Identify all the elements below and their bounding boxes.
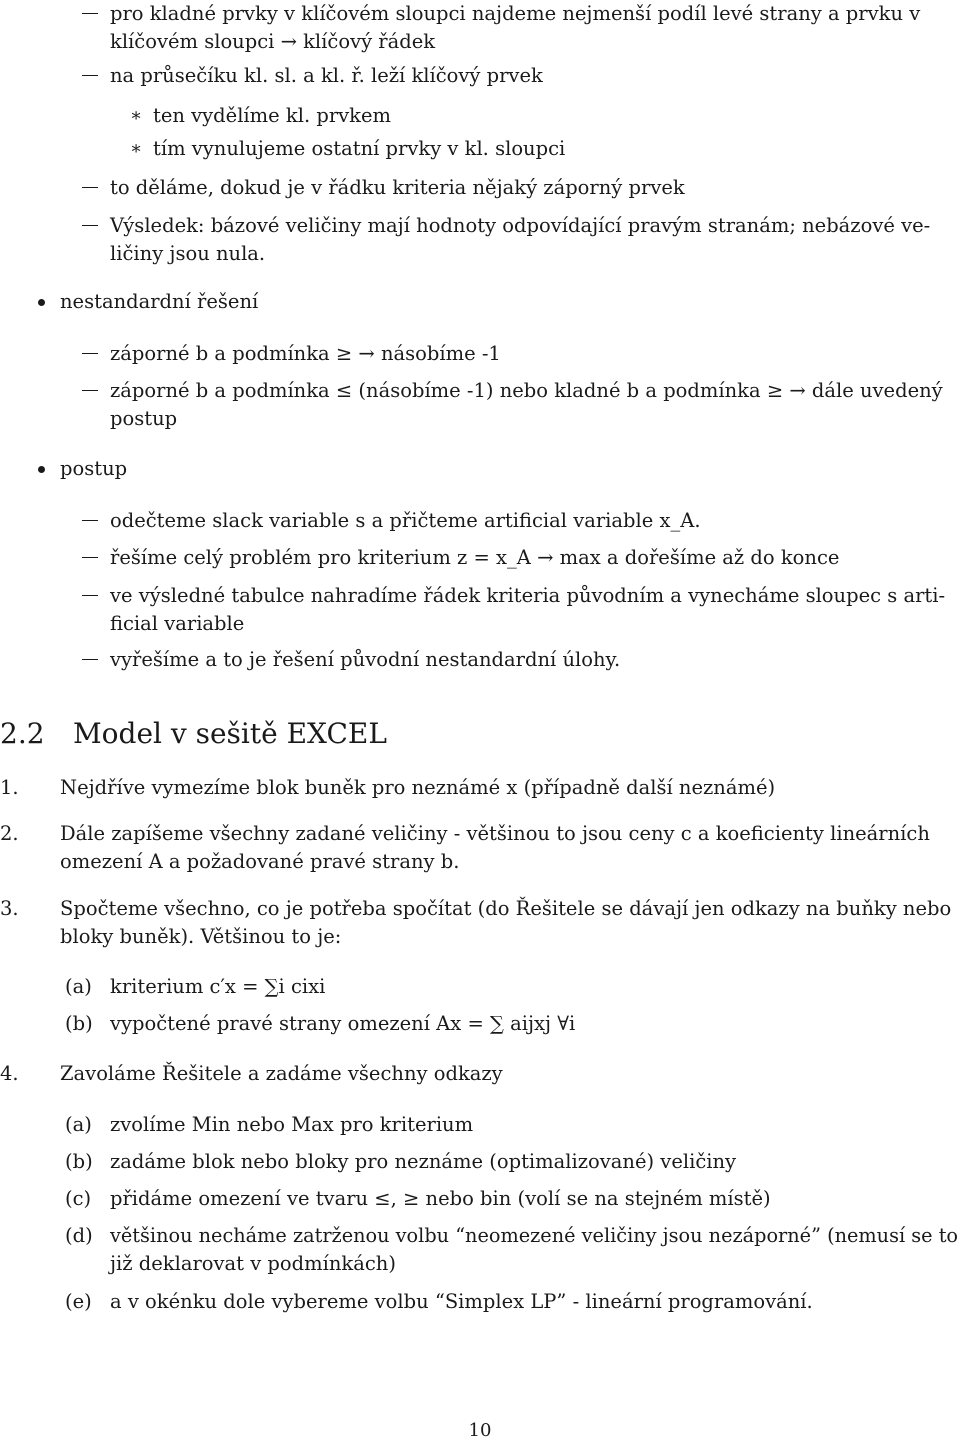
bullet-heading: postup [60,457,128,480]
sub-item: přidáme omezení ve tvaru ≤, ≥ nebo bin (volí se na stejném místě) [110,1187,771,1210]
sub-item: zadáme blok nebo bloky pro neznáme (optimalizované) veličiny [110,1150,737,1173]
list-item: vyřešíme a to je řešení původní nestandardní úlohy. [110,648,621,671]
sub-item-label: (b) [65,1012,93,1035]
dash-marker [82,75,98,76]
bullet-marker [38,466,45,473]
sub-item-label: (a) [65,1113,92,1136]
dash-marker [82,13,98,14]
sub-item-continuation: již deklarovat v podmínkách) [110,1252,396,1275]
list-item: odečteme slack variable s a přičteme artificial variable x_A. [110,509,701,532]
list-item-continuation: ficial variable [110,612,245,635]
dash-marker [82,557,98,558]
list-item: pro kladné prvky v klíčovém sloupci najdeme nejmenší podíl levé strany a prvku v [110,2,921,25]
sub-item: kriterium c′x = ∑i cixi [110,975,326,998]
list-item: ten vydělíme kl. prvkem [153,104,392,127]
list-item: Nejdříve vymezíme blok buněk pro neznámé x (případně další neznámé) [60,776,776,799]
list-item: záporné b a podmínka ≤ (násobíme -1) nebo kladné b a podmínka ≥ → dále uvedený [110,379,943,402]
list-item-continuation: bloky buněk). Většinou to je: [60,925,342,948]
list-item: Dále zapíšeme všechny zadané veličiny - většinou to jsou ceny c a koeficienty lineárních [60,822,930,845]
dash-marker [82,520,98,521]
dash-marker [82,353,98,354]
list-item: Spočteme všechno, co je potřeba spočítat (do Řešitele se dávají jen odkazy na buňky nebo [60,897,952,920]
sub-item-label: (c) [65,1187,92,1210]
list-item: na průsečíku kl. sl. a kl. ř. leží klíčový prvek [110,64,543,87]
dash-marker [82,595,98,596]
list-item: ve výsledné tabulce nahradíme řádek kriteria původním a vynecháme sloupec s arti- [110,584,946,607]
dash-marker [82,225,98,226]
list-item: Výsledek: bázové veličiny mají hodnoty odpovídající pravým stranám; nebázové ve- [110,214,931,237]
sub-item-label: (e) [65,1290,92,1313]
sub-item-label: (b) [65,1150,93,1173]
sub-item: vypočtené pravé strany omezení Ax = ∑ aijxj ∀i [110,1012,576,1035]
dash-marker [82,390,98,391]
list-item-continuation: omezení A a požadované pravé strany b. [60,850,460,873]
list-item: tím vynulujeme ostatní prvky v kl. sloupci [153,137,566,160]
list-item: záporné b a podmínka ≥ → násobíme -1 [110,342,501,365]
dash-marker [82,187,98,188]
list-item: Zavoláme Řešitele a zadáme všechny odkazy [60,1062,503,1085]
sub-item-label: (a) [65,975,92,998]
list-item: to děláme, dokud je v řádku kriteria nějaký záporný prvek [110,176,685,199]
step-number: 2. [0,822,19,845]
step-number: 1. [0,776,19,799]
sub-item: a v okénku dole vybereme volbu “Simplex LP” - lineární programování. [110,1290,813,1313]
sub-item: zvolíme Min nebo Max pro kriterium [110,1113,474,1136]
list-item-continuation: postup [110,407,178,430]
page-number: 10 [468,1420,492,1441]
list-item-continuation: klíčovém sloupci → klíčový řádek [110,30,436,53]
section-number: 2.2 [0,717,45,750]
step-number: 4. [0,1062,19,1085]
bullet-heading: nestandardní řešení [60,290,259,313]
bullet-marker [38,299,45,306]
step-number: 3. [0,897,19,920]
star-marker: ∗ [130,105,143,126]
list-item: řešíme celý problém pro kriterium z = x_A → max a dořešíme až do konce [110,546,840,569]
sub-item: většinou necháme zatrženou volbu “neomezené veličiny jsou nezáporné” (nemusí se to [110,1224,959,1247]
sub-item-label: (d) [65,1224,93,1247]
dash-marker [82,659,98,660]
list-item-continuation: ličiny jsou nula. [110,242,266,265]
star-marker: ∗ [130,138,143,159]
section-title: Model v sešitě EXCEL [73,717,387,750]
